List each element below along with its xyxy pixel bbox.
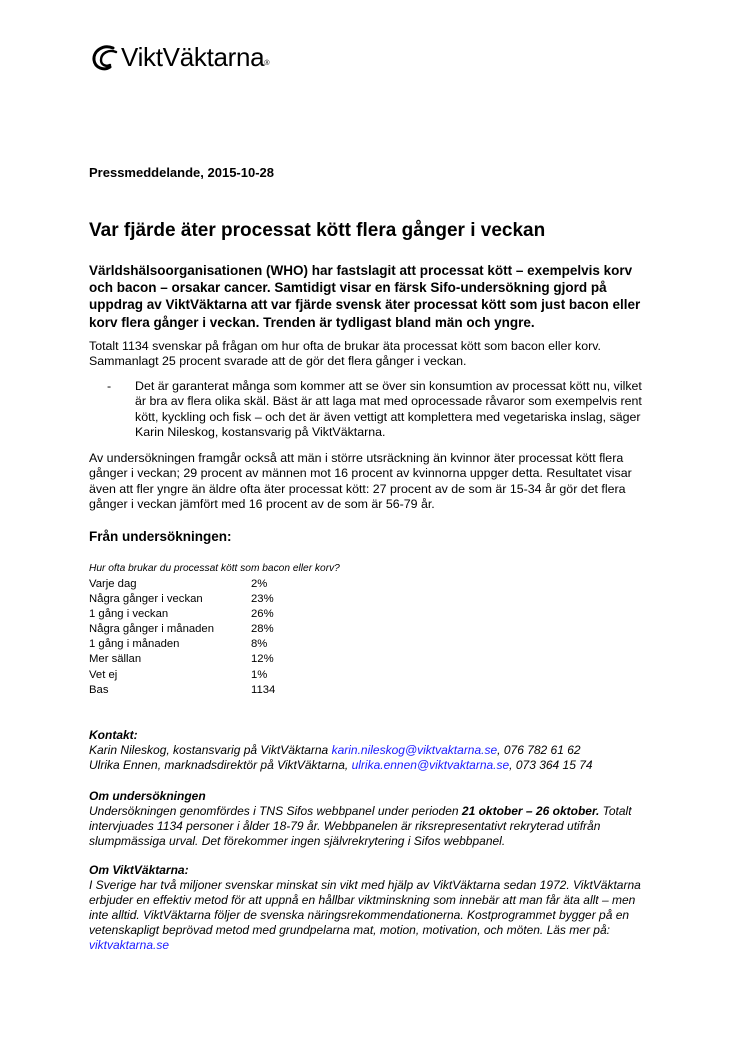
row-label: Bas: [89, 683, 109, 696]
contact-person-1: Karin Nileskog, kostansvarig på ViktVäktarna: [89, 743, 332, 758]
row-label: 1 gång i månaden: [89, 638, 180, 651]
about-survey-section: [89, 789, 649, 849]
row-label: Några gånger i veckan: [89, 593, 203, 606]
contact-line-1: [89, 743, 649, 758]
contact-heading: Kontakt:: [89, 728, 138, 742]
about-viktvaktarna-heading: Om ViktVäktarna:: [89, 863, 189, 877]
headline: Var fjärde äter processat kött flera gånger i veckan: [89, 220, 546, 241]
body-paragraph-2: Av undersökningen framgår också att män i större utsräckning än kvinnor äter processat kött flera gånger i veckan; 29 procent av männen mot 16 procent av kvinnorna uppger detta. Resultatet visar även att fler yngre än äldre ofta äter processat kött: 27 procent av de som är 15-34 år gör det flera gånger i veckan jämfört med 16 procent av de som är 56-79 år.: [89, 451, 632, 512]
row-label: Mer sällan: [89, 653, 142, 666]
survey-heading: Från undersökningen:: [89, 529, 232, 544]
row-label: 1 gång i veckan: [89, 608, 169, 621]
about-viktvaktarna-text: [89, 878, 649, 953]
about-survey-text: [89, 804, 649, 849]
table-row: [89, 607, 275, 622]
row-label: Några gånger i månaden: [89, 623, 214, 636]
website-link[interactable]: viktvaktarna.se: [89, 938, 170, 953]
quote-dash: -: [107, 379, 112, 393]
row-value: 1%: [251, 668, 268, 681]
contact-email-link-1[interactable]: karin.nileskog@viktvaktarna.se: [331, 743, 498, 758]
contact-email-link-2[interactable]: ulrika.ennen@viktvaktarna.se: [351, 758, 510, 773]
table-row: [89, 668, 275, 683]
row-value: 12%: [251, 653, 274, 666]
logo-registered-mark: ®: [264, 60, 270, 67]
contact-phone-2: , 073 364 15 74: [509, 758, 593, 773]
lead-paragraph: Världshälsoorganisationen (WHO) har fastslagit att processat kött – exempelvis korv och bacon – orsakar cancer. Samtidigt visar en färsk Sifo-undersökning gjord på uppdrag av ViktVäktarna att var fjärde svensk äter processat kött som just bacon eller korv flera gånger i veckan. Trenden är tydligast bland män och yngre.: [89, 263, 641, 330]
about-viktvaktarna-body: I Sverige har två miljoner svenskar minskat sin vikt med hjälp av ViktVäktarna sedan 1972. ViktVäktarna erbjuder en effektiv metod för att uppnå en hållbar viktminskning som innebär att man får äta allt – men inte alltid. ViktVäktarna följer de svenska näringsrekommendationerna. Kostprogrammet bygger på en vetenskapligt beprövad metod med grundpelarna mat, motion, motivation, och möten. Läs mer på:: [89, 878, 641, 938]
row-value: 8%: [251, 638, 268, 651]
about-viktvaktarna-section: [89, 863, 649, 954]
contact-person-2: Ulrika Ennen, marknadsdirektör på ViktVäktarna,: [89, 758, 352, 773]
row-value: 26%: [251, 608, 274, 621]
row-value: 1134: [251, 683, 276, 696]
quote-text: Det är garanterat många som kommer att se över sin konsumtion av processat kött nu, vilket är bra av flera olika skäl. Bäst är att laga mat med oprocessade råvaror som exempelvis rent kött, kyckling och fisk – och det är även vettigt att komplettera med vegetariska inslag, säger Karin Nileskog, kostansvarig på ViktVäktarna.: [135, 379, 642, 440]
logo-swirl-icon: [89, 43, 119, 73]
about-survey-text-end: Totalt intervjuades 1134 personer i ålder 18-79 år. Webbpanelen är riksrepresentativt rekryterad utifrån slumpmässiga urval. Det förekommer ingen självrekrytering i Sifos webbpanel.: [89, 804, 632, 849]
about-survey-dates: 21 oktober – 26 oktober.: [461, 804, 600, 819]
contact-line-2: [89, 758, 649, 773]
logo-wordmark: ViktVäktarna: [121, 42, 265, 72]
table-row: [89, 577, 275, 592]
body-paragraph-1: Totalt 1134 svenskar på frågan om hur ofta de brukar äta processat kött som bacon eller korv. Sammanlagt 25 procent svarade att de gör det flera gånger i veckan.: [89, 339, 601, 369]
survey-question: Hur ofta brukar du processat kött som bacon eller korv?: [89, 563, 340, 574]
contact-section: [89, 728, 649, 773]
table-row: [89, 652, 275, 667]
row-value: 2%: [251, 578, 268, 590]
table-row: [89, 622, 275, 637]
viktvaktarna-logo: [89, 42, 270, 73]
row-label: Varje dag: [89, 578, 137, 590]
press-release-date: Pressmeddelande, 2015-10-28: [89, 165, 274, 180]
about-survey-heading: Om undersökningen: [89, 789, 206, 803]
survey-results-table: [89, 577, 275, 698]
about-survey-text-start: Undersökningen genomfördes i TNS Sifos webbpanel under perioden: [89, 804, 462, 819]
contact-phone-1: , 076 782 61 62: [497, 743, 581, 758]
table-row: [89, 637, 275, 652]
quote-block: [107, 379, 652, 441]
table-row: [89, 683, 275, 698]
table-row: [89, 592, 275, 607]
row-value: 23%: [251, 593, 274, 606]
row-value: 28%: [251, 623, 274, 636]
row-label: Vet ej: [89, 668, 118, 681]
